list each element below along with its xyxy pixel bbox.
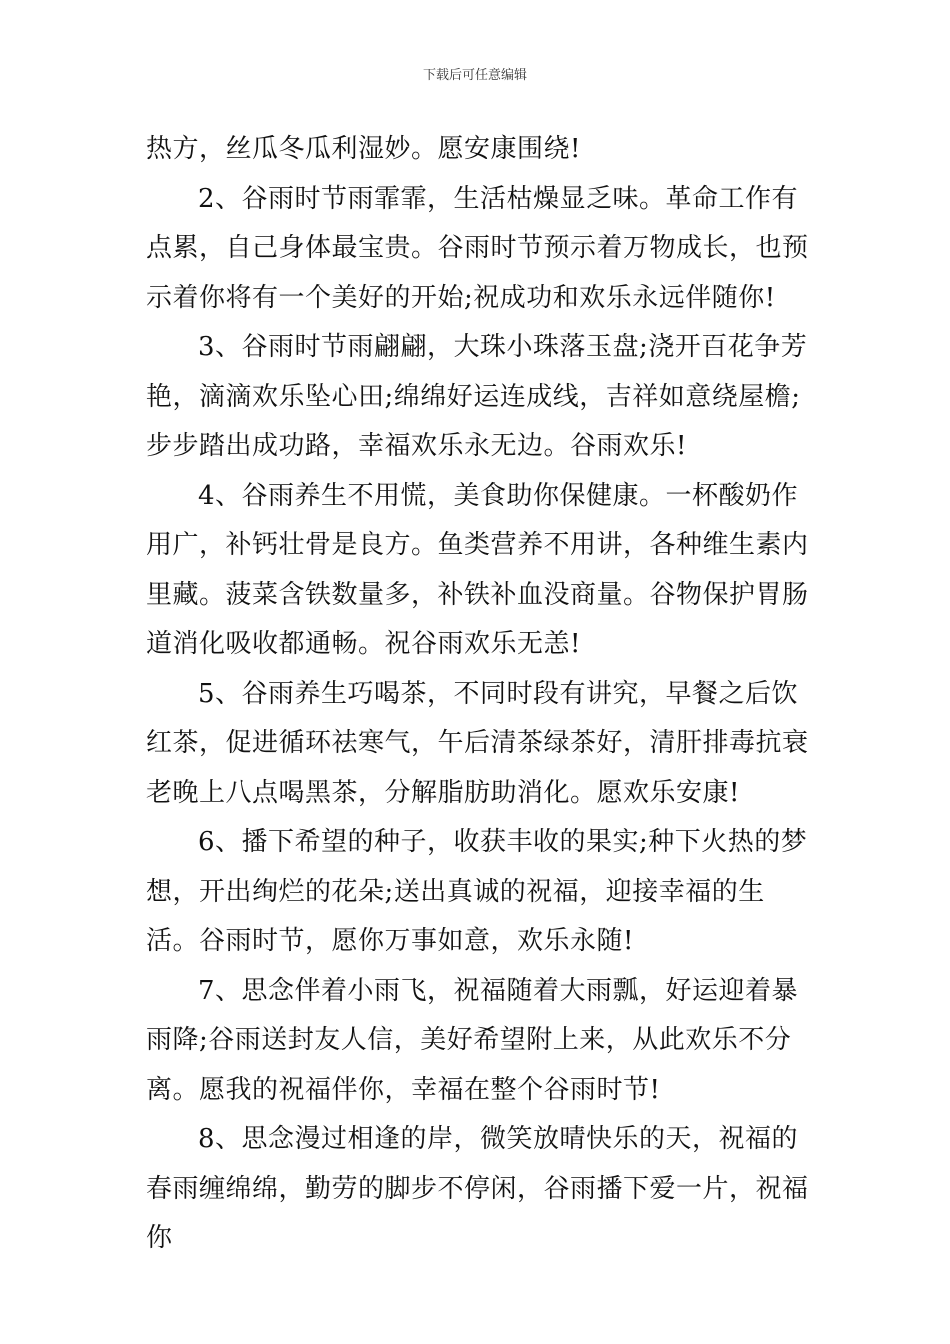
page-header: 下载后可任意编辑: [422, 68, 527, 83]
document-body: [146, 125, 810, 1264]
paragraph-1: 热方，丝瓜冬瓜利湿妙。愿安康围绕!: [146, 134, 581, 164]
paragraph-2: 2、谷雨时节雨霏霏，生活枯燥显乏味。革命工作有点累，自己身体最宝贵。谷雨时节预示着万物成长，也预示着你将有一个美好的开始;祝成功和欢乐永远伴随你!: [146, 183, 809, 313]
paragraph-7: 7、思念伴着小雨飞，祝福随着大雨瓢，好运迎着暴雨降;谷雨送封友人信，美好希望附上来，从此欢乐不分离。愿我的祝福伴你，幸福在整个谷雨时节!: [146, 975, 799, 1105]
paragraph-3: 3、谷雨时节雨翩翩，大珠小珠落玉盘;浇开百花争芳艳，滴滴欢乐坠心田;绵绵好运连成线，吉祥如意绕屋檐;步步踏出成功路，幸福欢乐永无边。谷雨欢乐!: [146, 332, 808, 461]
paragraph-4: 4、谷雨养生不用慌，美食助你保健康。一杯酸奶作用广，补钙壮骨是良方。鱼类营养不用讲，各种维生素内里藏。菠菜含铁数量多，补铁补血没商量。谷物保护胃肠道消化吸收都通畅。祝谷雨欢乐无恙!: [146, 480, 809, 659]
paragraph-5: 5、谷雨养生巧喝茶，不同时段有讲究，早餐之后饮红茶，促进循环祛寒气，午后清茶绿茶好，清肝排毒抗衰老晚上八点喝黑茶，分解脂肪助消化。愿欢乐安康!: [146, 678, 809, 808]
paragraph-8: 8、思念漫过相逢的岸，微笑放晴快乐的天，祝福的春雨缠绵绵，勤劳的脚步不停闲，谷雨播下爱一片，祝福你: [146, 1124, 809, 1253]
paragraph-6: 6、播下希望的种子，收获丰收的果实;种下火热的梦想，开出绚烂的花朵;送出真诚的祝福，迎接幸福的生活。谷雨时节，愿你万事如意，欢乐永随!: [146, 827, 808, 956]
